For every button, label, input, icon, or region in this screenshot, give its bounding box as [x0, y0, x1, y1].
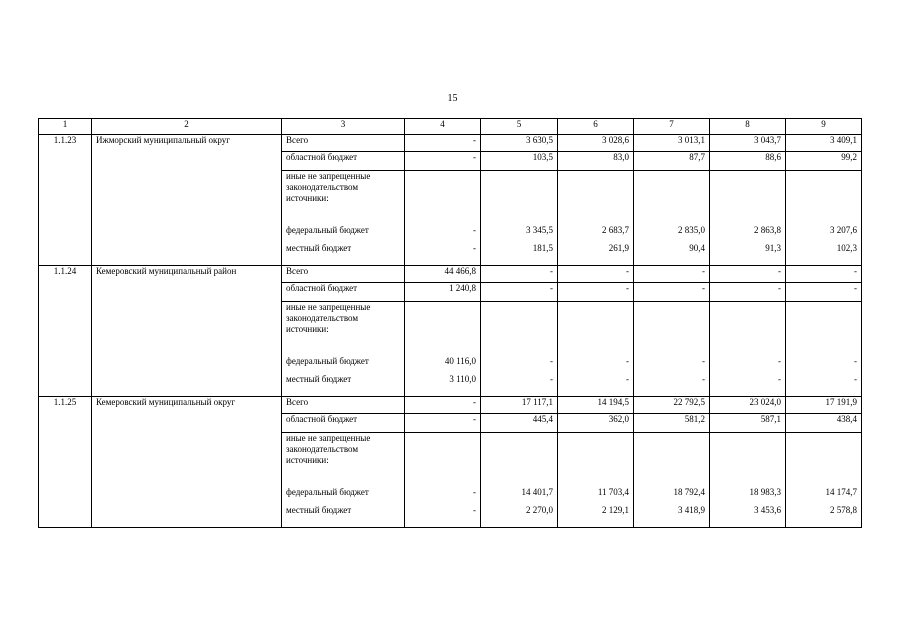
value-cell: -: [710, 374, 786, 397]
municipality-name: Кемеровский муниципальный район: [92, 266, 282, 397]
value-cell: [558, 171, 634, 222]
value-cell: [405, 433, 481, 484]
value-cell: [481, 171, 558, 222]
item-number: 1.1.25: [39, 397, 92, 528]
source-label: Всего: [282, 266, 405, 283]
value-cell: 1 240,8: [405, 283, 481, 302]
source-label: Всего: [282, 397, 405, 414]
source-label: иные не запрещенные законодательством источники:: [282, 433, 405, 484]
value-cell: 83,0: [558, 152, 634, 171]
source-label: местный бюджет: [282, 374, 405, 397]
item-number: 1.1.24: [39, 266, 92, 397]
value-cell: -: [405, 135, 481, 152]
source-label: областной бюджет: [282, 414, 405, 433]
value-cell: 3 453,6: [710, 505, 786, 528]
column-header: 1: [39, 119, 92, 135]
value-cell: -: [710, 352, 786, 374]
source-label: местный бюджет: [282, 243, 405, 266]
value-cell: 99,2: [786, 152, 862, 171]
value-cell: 2 129,1: [558, 505, 634, 528]
header-row: [39, 119, 862, 135]
value-cell: 2 578,8: [786, 505, 862, 528]
source-label: Всего: [282, 135, 405, 152]
value-cell: -: [558, 283, 634, 302]
value-cell: 40 116,0: [405, 352, 481, 374]
column-header: 2: [92, 119, 282, 135]
source-label: федеральный бюджет: [282, 221, 405, 243]
value-cell: -: [405, 505, 481, 528]
value-cell: 362,0: [558, 414, 634, 433]
value-cell: 3 013,1: [634, 135, 710, 152]
column-header: 4: [405, 119, 481, 135]
value-cell: [710, 302, 786, 353]
value-cell: 22 792,5: [634, 397, 710, 414]
value-cell: 2 835,0: [634, 221, 710, 243]
column-header: 8: [710, 119, 786, 135]
value-cell: -: [710, 266, 786, 283]
value-cell: 14 174,7: [786, 483, 862, 505]
value-cell: 438,4: [786, 414, 862, 433]
value-cell: 587,1: [710, 414, 786, 433]
value-cell: -: [634, 283, 710, 302]
value-cell: 3 110,0: [405, 374, 481, 397]
value-cell: 2 270,0: [481, 505, 558, 528]
value-cell: -: [558, 374, 634, 397]
value-cell: [558, 302, 634, 353]
value-cell: 91,3: [710, 243, 786, 266]
value-cell: [786, 433, 862, 484]
source-label: федеральный бюджет: [282, 352, 405, 374]
column-header: 5: [481, 119, 558, 135]
value-cell: -: [634, 352, 710, 374]
value-cell: [481, 302, 558, 353]
value-cell: [710, 171, 786, 222]
value-cell: -: [481, 283, 558, 302]
value-cell: [786, 171, 862, 222]
value-cell: 103,5: [481, 152, 558, 171]
value-cell: 181,5: [481, 243, 558, 266]
source-label: областной бюджет: [282, 152, 405, 171]
value-cell: 14 401,7: [481, 483, 558, 505]
value-cell: -: [710, 283, 786, 302]
value-cell: 3 409,1: [786, 135, 862, 152]
value-cell: 3 028,6: [558, 135, 634, 152]
value-cell: [405, 171, 481, 222]
value-cell: -: [786, 374, 862, 397]
value-cell: -: [481, 374, 558, 397]
value-cell: 445,4: [481, 414, 558, 433]
value-cell: 17 191,9: [786, 397, 862, 414]
value-cell: -: [634, 266, 710, 283]
value-cell: -: [786, 283, 862, 302]
value-cell: 102,3: [786, 243, 862, 266]
value-cell: 23 024,0: [710, 397, 786, 414]
value-cell: 18 792,4: [634, 483, 710, 505]
value-cell: -: [405, 243, 481, 266]
value-cell: -: [634, 374, 710, 397]
value-cell: [634, 433, 710, 484]
value-cell: [558, 433, 634, 484]
table-row: [39, 397, 862, 414]
source-label: иные не запрещенные законодательством источники:: [282, 302, 405, 353]
column-header: 9: [786, 119, 862, 135]
source-label: областной бюджет: [282, 283, 405, 302]
value-cell: [481, 433, 558, 484]
value-cell: -: [558, 352, 634, 374]
value-cell: 90,4: [634, 243, 710, 266]
source-label: местный бюджет: [282, 505, 405, 528]
value-cell: [710, 433, 786, 484]
value-cell: [786, 302, 862, 353]
value-cell: [405, 302, 481, 353]
value-cell: [634, 302, 710, 353]
value-cell: -: [786, 352, 862, 374]
value-cell: 3 043,7: [710, 135, 786, 152]
value-cell: -: [558, 266, 634, 283]
value-cell: -: [481, 266, 558, 283]
value-cell: 44 466,8: [405, 266, 481, 283]
value-cell: -: [405, 152, 481, 171]
source-label: иные не запрещенные законодательством источники:: [282, 171, 405, 222]
value-cell: -: [405, 397, 481, 414]
value-cell: 17 117,1: [481, 397, 558, 414]
value-cell: -: [786, 266, 862, 283]
value-cell: 87,7: [634, 152, 710, 171]
page-number: 15: [447, 93, 458, 104]
value-cell: 2 863,8: [710, 221, 786, 243]
municipality-name: Кемеровский муниципальный округ: [92, 397, 282, 528]
value-cell: 3 345,5: [481, 221, 558, 243]
value-cell: 2 683,7: [558, 221, 634, 243]
column-header: 7: [634, 119, 710, 135]
value-cell: -: [405, 221, 481, 243]
value-cell: -: [481, 352, 558, 374]
value-cell: 11 703,4: [558, 483, 634, 505]
value-cell: 3 207,6: [786, 221, 862, 243]
column-header: 6: [558, 119, 634, 135]
item-number: 1.1.23: [39, 135, 92, 266]
budget-table: [38, 118, 862, 528]
value-cell: 18 983,3: [710, 483, 786, 505]
table-row: [39, 135, 862, 152]
value-cell: 261,9: [558, 243, 634, 266]
table-row: [39, 266, 862, 283]
municipality-name: Ижморский муниципальный округ: [92, 135, 282, 266]
value-cell: -: [405, 483, 481, 505]
value-cell: 581,2: [634, 414, 710, 433]
column-header: 3: [282, 119, 405, 135]
value-cell: [634, 171, 710, 222]
source-label: федеральный бюджет: [282, 483, 405, 505]
value-cell: 3 630,5: [481, 135, 558, 152]
value-cell: 14 194,5: [558, 397, 634, 414]
value-cell: 3 418,9: [634, 505, 710, 528]
value-cell: 88,6: [710, 152, 786, 171]
value-cell: -: [405, 414, 481, 433]
